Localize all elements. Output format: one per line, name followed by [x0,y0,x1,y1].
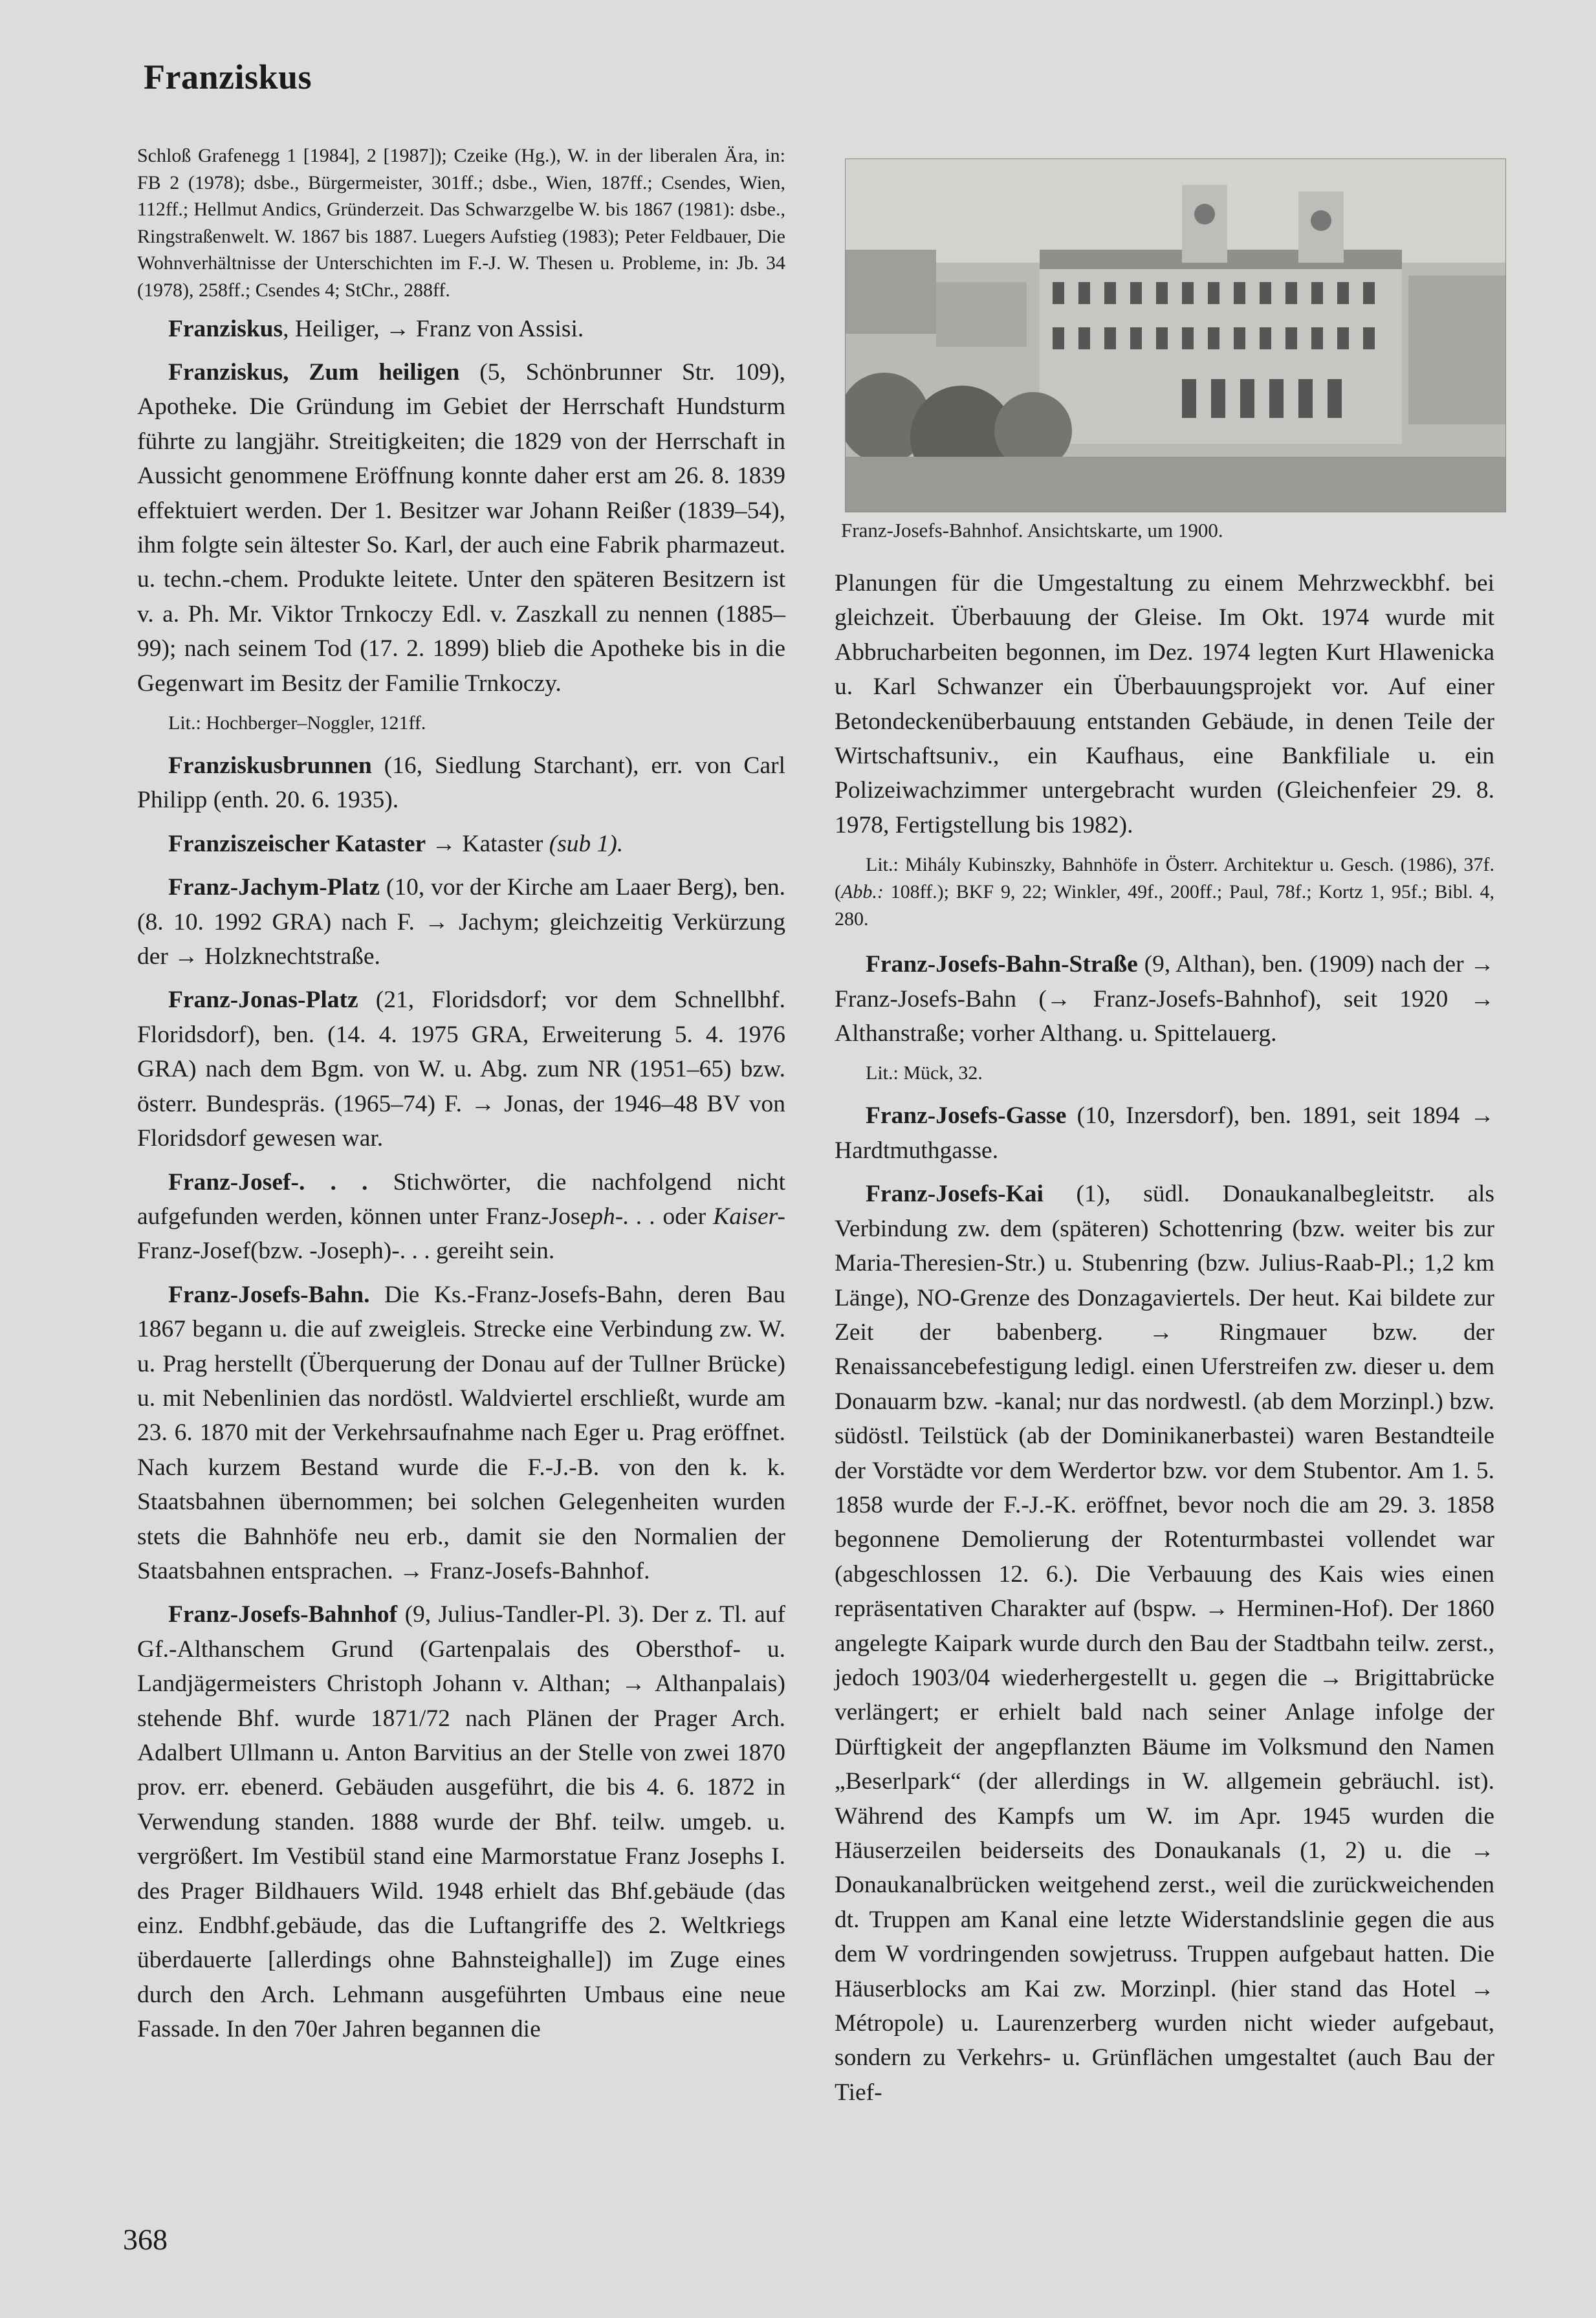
entry-text: (9, Julius-Tandler-Pl. 3). Der z. Tl. auf Gf.-Althanschem Grund (Gartenpalais des Obersthof- u. Landjägermeisters Christoph Johann v. Althan; → Althanpalais) stehende Bhf. wurde 1871/72 nach Plänen der Prager Arch. Adalbert Ullmann u. Anton Barvitius an der Stelle von zwei 1870 prov. err. ebenerd. Gebäuden ausgeführt, die bis 4. 6. 1872 in Verwendung standen. 1888 wurde der Bhf. teilw. umgeb. u. vergrößert. Im Vestibül stand eine Marmorstatue Franz Josephs I. des Prager Bildhauers Wild. 1948 erhielt das Bhf.gebäude (das einz. Endbhf.gebäude, das die Luftangriffe des 2. Weltkriegs überdauerte [allerdings ohne Bahnsteighalle]) im Zuge eines durch den Arch. Lehmann ausgeführten Umbaus eine neue Fassade. In den 70er Jahren begannen die [137,1601,785,2043]
page-number: 368 [123,2223,168,2256]
station-photo-drawing [846,159,1505,512]
entry-headword: Franz-Josefs-Gasse [866,1102,1067,1130]
entry-franz-josefs-gasse [835,1099,1494,1168]
entry-italic: ph-. . . [591,1203,656,1230]
entry-franz-josefs-bahn [137,1278,785,1589]
entry-text: , Heiliger, → Franz von Assisi. [283,315,584,342]
entry-headword: Franz-Josef-. . . [168,1168,368,1196]
entry-italic: (sub 1). [549,830,624,857]
entry-text: oder [655,1203,714,1230]
entry-headword: Franziskus, Zum heiligen [168,358,460,386]
entry-headword: Franziskusbrunnen [168,752,372,780]
entry-franz-jonas-platz [137,983,785,1155]
entry-franziszeischer-kataster [137,827,785,861]
entry-text: (5, Schönbrunner Str. 109), Apotheke. Die Gründung im Gebiet der Herrschaft Hundsturm führte zu langjähr. Streitigkeiten; die 1829 von der Herrschaft in Aussicht genommene Eröffnung konnte daher erst am 26. 8. 1839 effektuiert werden. Der 1. Besitzer war Johann Reißer (1839–54), ihm folgte sein ältester So. Karl, der auch eine Fabrik pharmazeut. u. techn.-chem. Produkte leitete. Unter den späteren Besitzern ist v. a. Ph. Mr. Viktor Trnkoczy Edl. v. Zaszkall zu nennen (1885–99); nach seinem Tod (17. 2. 1899) blieb die Apotheke bis in die Gegenwart im Besitz der Familie Trnkoczy. [137,358,786,697]
entry-text: Stichwörter, die nachfolgend nicht aufgefunden werden, können unter Franz-Jose [137,1168,785,1230]
entry-text: Franz-Josef(bzw. -Joseph)-. . . gereiht sein. [137,1238,555,1265]
entry-headword: Franz-Josefs-Kai [866,1181,1044,1208]
entry-text: (21, Floridsdorf; vor dem Schnellbhf. Floridsdorf), ben. (14. 4. 1975 GRA, Erweiterung 5. 4. 1976 GRA) nach dem Bgm. von W. u. Abg. zum NR (1951–65) bzw. österr. Bundespräs. (1965–74) F. → Jonas, der 1946–48 BV von Floridsdorf gewesen war. [137,987,785,1152]
literature-note: Lit.: Mihály Kubinszky, Bahnhöfe in Österr. Architektur u. Gesch. (1986), 37f. (Abb.: 108ff.); BKF 9, 22; Winkler, 49f., 200ff.; Paul, 78f.; Kortz 1, 95f.; Bibl. 4, 280. [835,854,1494,930]
station-photo [845,159,1506,512]
left-column [137,142,785,2056]
figure-caption: Franz-Josefs-Bahnhof. Ansichtskarte, um 1900. [841,519,1223,541]
bibliography-continuation: Schloß Grafenegg 1 [1984], 2 [1987]); Czeike (Hg.), W. in der liberalen Ära, in: FB 2 (1978); dsbe., Bürgermeister, 301ff.; dsbe., Wien, 187ff.; Csendes, Wien, 112ff.; Hellmut Andics, Gründerzeit. Das Schwarzgelbe W. bis 1867 (1981): dsbe., Ringstraßenwelt. W. 1867 bis 1887. Luegers Aufstieg (1983); Peter Feldbauer, Die Wohnverhältnisse der Unterschichten im F.-J. W. Thesen u. Probleme, in: Jb. 34 (1978), 258ff.; Csendes 4; StChr., 288ff. [137,145,785,301]
entry-franz-josefs-bahnhof [137,1597,785,2046]
entry-text: → Kataster [426,830,549,857]
entry-franziskus-zum-heiligen [137,355,785,701]
entry-headword: Franz-Josefs-Bahn. [168,1281,370,1308]
entry-franz-josef-crossref [137,1165,785,1269]
entry-franziskusbrunnen [137,749,785,818]
entry-headword: Franz-Josefs-Bahn-Straße [866,951,1138,978]
entry-text: (16, Siedlung Starchant), err. von Carl Philipp (enth. 20. 6. 1935). [137,752,785,814]
entry-headword: Franz-Josefs-Bahnhof [168,1601,398,1628]
entry-text: Die Ks.-Franz-Josefs-Bahn, deren Bau 1867 begann u. die auf zweigleis. Strecke eine Verbindung zw. W. u. Prag herstellt (Überquerung der Donau auf der Tullner Brücke) u. mit Nebenlinien das nordöstl. Waldviertel erschließt, wurde am 23. 6. 1870 mit der Verkehrsaufnahme nach Eger u. Prag eröffnet. Nach kurzem Bestand wurde die F.-J.-B. von den k. k. Staatsbahnen übernommen; bei solchen Gelegenheiten wurden stets die Bahnhöfe neu erb., damit sie den Normalien der Staatsbahnen entsprachen. → Franz-Josefs-Bahnhof. [137,1281,785,1584]
entry-franz-josefs-kai [835,1177,1494,2110]
entry-text: (10, vor der Kirche am Laaer Berg), ben. (8. 10. 1992 GRA) nach F. → Jachym; gleichzeitig Verkürzung der → Holzknechtstraße. [137,874,785,970]
page-running-head: Franziskus [144,58,312,96]
entry-headword: Franziszeischer Kataster [168,830,426,857]
entry-franz-jachym-platz [137,870,785,974]
entry-continuation: Planungen für die Umgestaltung zu einem Mehrzweckbhf. bei gleichzeit. Überbauung der Gleise. Im Okt. 1974 wurde mit Abbrucharbeiten begonnen, im Dez. 1974 legten Kurt Hlawenicka u. Karl Schwanzer ein Überbauungsprojekt vor. Auf einer Betondeckenüberbauung entstanden Gebäude, in denen Teile der Wirtschaftsuniv., ein Kaufhaus, eine Bankfiliale u. ein Polizeiwachzimmer untergebracht wurden (Gleichenfeier 29. 8. 1978, Fertigstellung bis 1982). [835,570,1494,838]
literature-note: Lit.: Mück, 32. [866,1062,983,1084]
entry-franziskus-heiliger [137,312,785,346]
entry-text: (9, Althan), ben. (1909) nach der → Franz-Josefs-Bahn (→ Franz-Josefs-Bahnhof), seit 1920 → Althanstraße; vorher Althang. u. Spittelauerg. [835,951,1494,1047]
entry-text: (1), südl. Donaukanalbegleitstr. als Verbindung zw. dem (späteren) Schottenring (bzw. weiter bis zur Maria-Theresien-Str.) u. Stubenring (bzw. Julius-Raab-Pl.; 1,2 km Länge), NO-Grenze des Donzagaviertels. Der heut. Kai bildete zur Zeit der babenberg. → Ringmauer bzw. der Renaissancebefestigung ledigl. einen Uferstreifen zw. dieser u. dem Donauarm bzw. -kanal; nur das nordwestl. (ab dem Morzinpl.) bzw. südöstl. Teilstück (ab der Dominikanerbastei) waren Bestandteile der Vorstädte vor dem Werdertor bzw. vor dem Stubentor. Am 1. 5. 1858 wurde der F.-J.-K. eröffnet, bevor noch die am 29. 3. 1858 begonnene Demolierung der Rotenturmbastei vollendet war (abgeschlossen 12. 6.). Die Verbauung des Kais wies einen repräsentativen Charakter auf (bspw. → Herminen-Hof). Der 1860 angelegte Kaipark wurde durch den Bau der Stadtbahn teilw. zerst., jedoch 1903/04 wiederhergestellt u. gegen die → Brigittabrücke verlängert; er erhielt bald nach seiner Anlage infolge der Dürftigkeit der angepflanzten Bäume im Volksmund den Namen „Beserlpark“ (der allerdings in W. allgemein gebräuchl. ist). Während des Kampfs um W. im Apr. 1945 wurden die Häuserzeilen beiderseits des Donaukanals (1, 2) u. die → Donaukanalbrücken weitgehend zerst., weil die zurückweichenden dt. Truppen am Kanal eine letzte Widerstandslinie gegen die aus dem W vordringenden sowjetruss. Truppen aufgebaut hatten. Die Häuserblocks am Kai zw. Morzinpl. (hier stand das Hotel → Métropole) u. Laurenzerberg wurden nicht wieder aufgebaut, sondern zu Verkehrs- u. Grünflächen umgestaltet (auch Bau der Tief- [835,1181,1494,2106]
entry-headword: Franz-Jachym-Platz [168,874,380,901]
entry-headword: Franz-Jonas-Platz [168,987,358,1014]
entry-text: (10, Inzersdorf), ben. 1891, seit 1894 → Hardtmuthgasse. [835,1102,1494,1164]
entry-headword: Franziskus [168,315,283,342]
literature-note: Lit.: Hochberger–Noggler, 121ff. [168,712,426,734]
entry-italic: Kaiser- [713,1203,785,1230]
entry-franz-josefs-bahn-strasse [835,947,1494,1051]
